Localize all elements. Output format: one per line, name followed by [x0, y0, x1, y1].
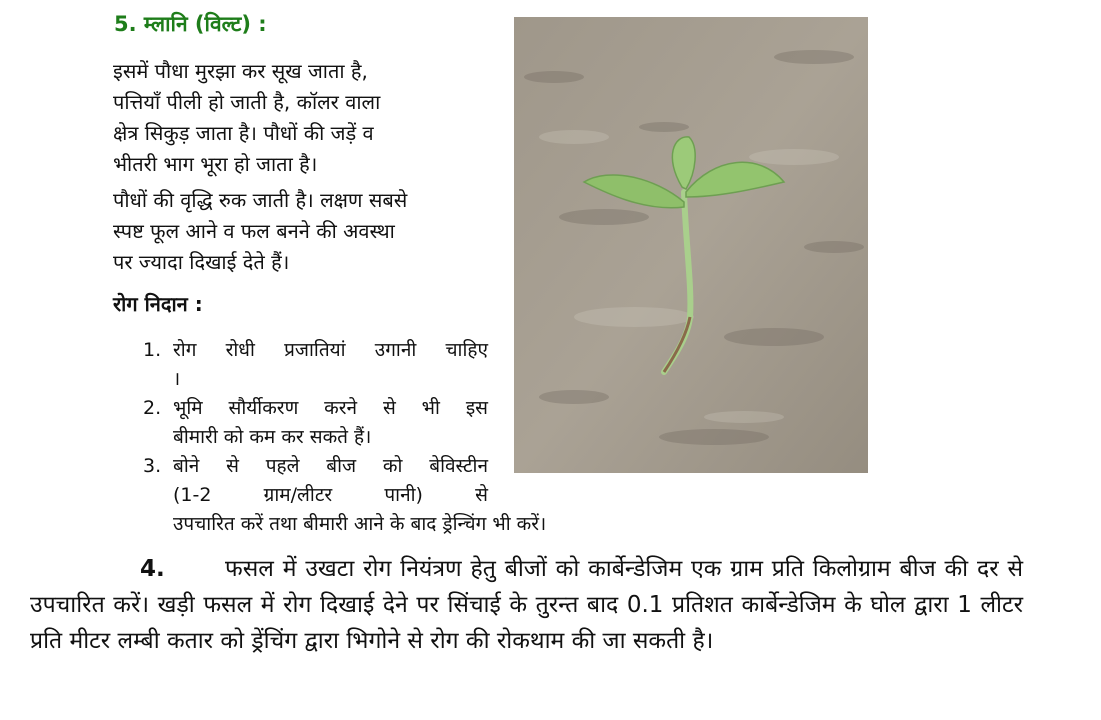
text-line: पत्तियाँ पीली हो जाती है, कॉलर वाला — [113, 90, 381, 114]
list-number: 2. — [143, 397, 162, 419]
symptoms-paragraph — [113, 56, 380, 180]
seedling-photo — [514, 17, 868, 473]
list-item — [143, 452, 547, 539]
list-text: बोने से पहले बीज को बेविस्टीन — [173, 455, 488, 477]
list-item — [143, 336, 488, 394]
growth-paragraph — [113, 185, 407, 278]
text-line: इसमें पौधा मुरझा कर सूख जाता है, — [113, 59, 368, 83]
text-line: भीतरी भाग भूरा हो जाता है। — [113, 152, 318, 176]
list-text: भूमि सौर्यीकरण करने से भी इस — [173, 397, 488, 419]
list-text: । — [173, 368, 181, 390]
list-number: 1. — [143, 339, 162, 361]
text-line: स्पष्ट फूल आने व फल बनने की अवस्था — [113, 219, 395, 243]
list-text: रोग रोधी प्रजातियां उगानी चाहिए — [173, 339, 488, 361]
list-text: (1-2 ग्राम/लीटर पानी) से — [173, 484, 488, 506]
point-text: फसल में उखटा रोग नियंत्रण हेतु बीजों को कार्बेन्डेजिम एक ग्राम प्रति किलोग्राम बीज की दर से उपचारित करें। खड़ी फसल में रोग दिखाई देने पर सिंचाई के तुरन्त बाद 0.1 प्रतिशत कार्बेन्डेजिम के घोल द्वारा 1 लीटर प्रति मीटर लम्बी कतार को ड्रेंचिंग द्वारा भिगोने से रोग की रोकथाम की जा सकती है। — [30, 556, 1023, 654]
control-paragraph — [30, 551, 1023, 659]
list-text: बीमारी को कम कर सकते हैं। — [173, 426, 372, 448]
list-number: 3. — [143, 455, 162, 477]
section-title: 5. म्लानि (विल्ट) : — [114, 12, 267, 36]
list-text: उपचारित करें तथा बीमारी आने के बाद ड्रेन्चिंग भी करें। — [173, 513, 547, 535]
list-item — [143, 394, 488, 452]
text-line: क्षेत्र सिकुड़ जाता है। पौधों की जड़ें व — [113, 121, 374, 145]
text-line: पौधों की वृद्धि रुक जाती है। लक्षण सबसे — [113, 188, 408, 212]
diagnosis-heading: रोग निदान : — [113, 292, 203, 316]
text-line: पर ज्यादा दिखाई देते हैं। — [113, 250, 290, 274]
seedling-illustration — [514, 17, 868, 473]
remedy-list — [143, 336, 547, 539]
point-number: 4. — [140, 556, 165, 582]
